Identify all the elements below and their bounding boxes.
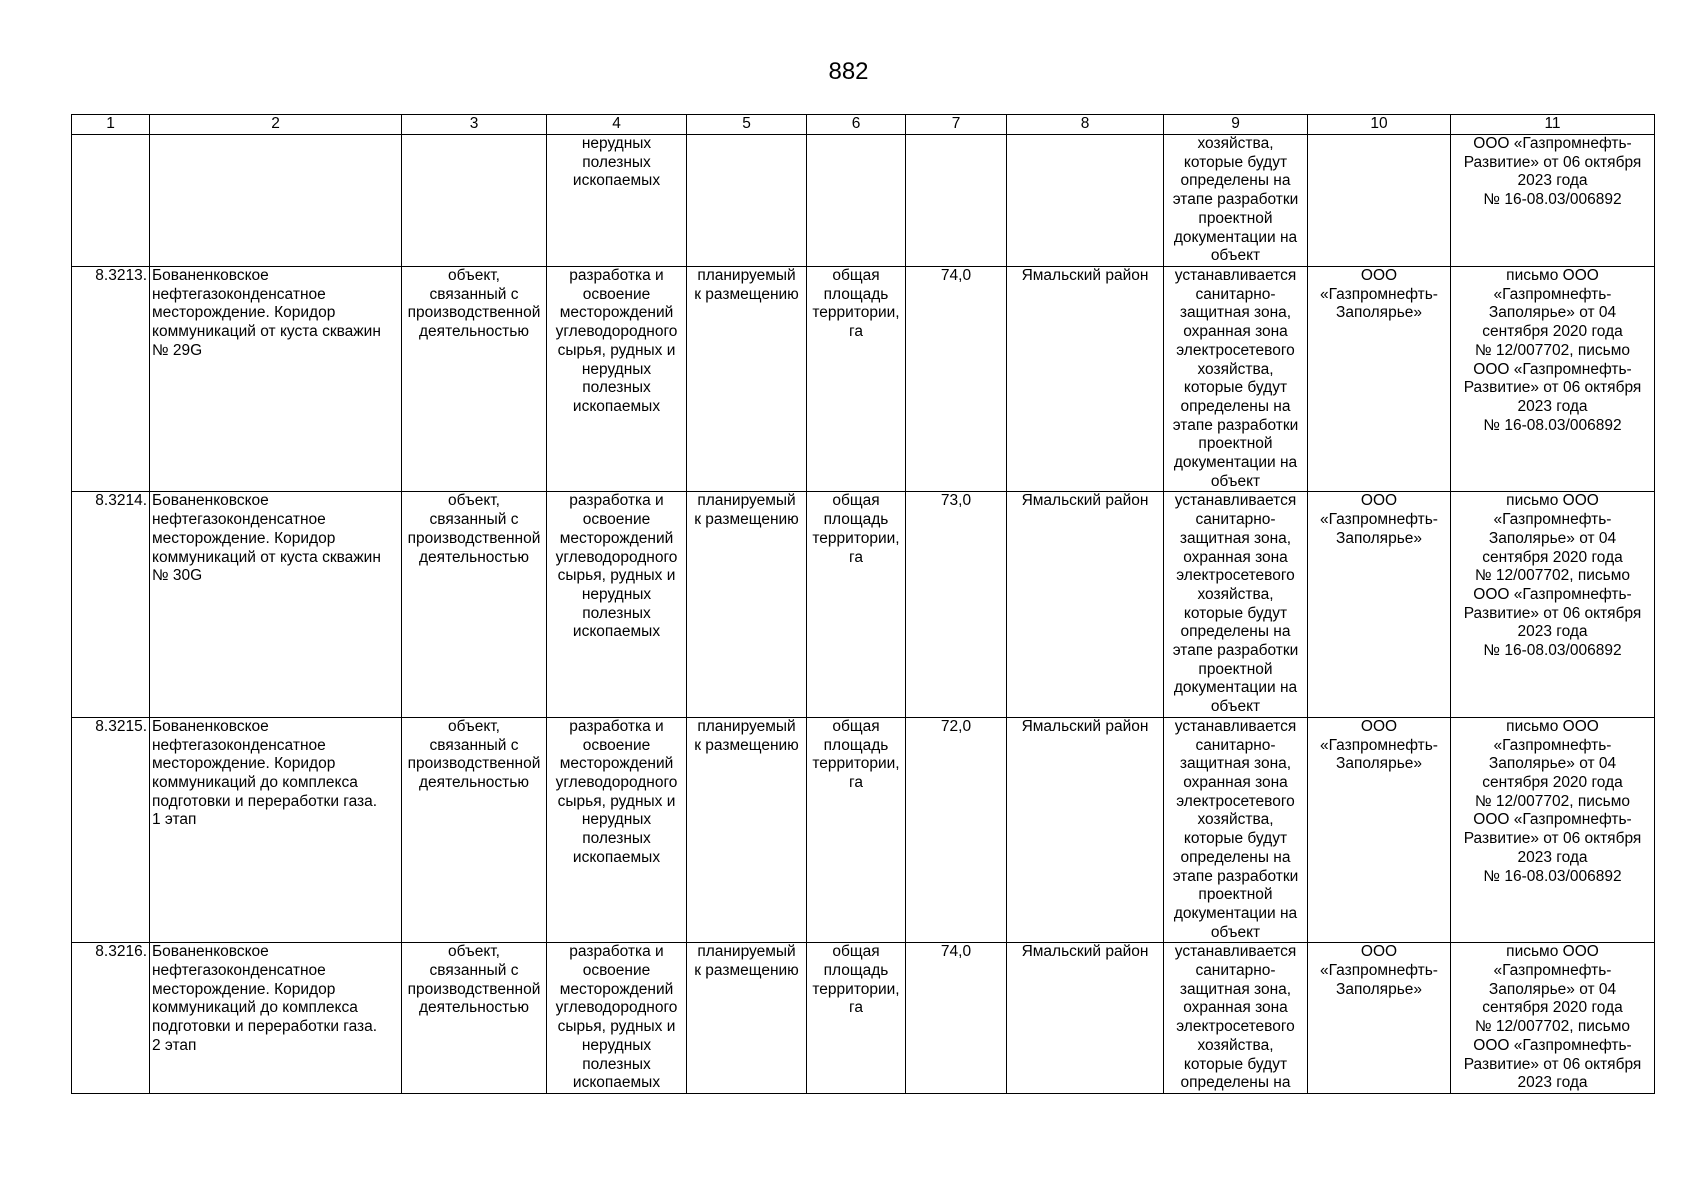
purpose-line: нерудных: [581, 585, 652, 603]
source-document-line: № 12/007702, письмо: [1475, 1018, 1630, 1036]
organization-line: Заполярье»: [1335, 980, 1423, 998]
source-document-cell: [1451, 135, 1655, 267]
object-type-line: деятельностью: [419, 548, 529, 566]
source-document-line: Заполярье» от 04: [1488, 304, 1617, 322]
zone-info-line: которые будут: [1183, 604, 1288, 622]
parameter-name-cell: [807, 717, 906, 942]
organization-cell: [1308, 135, 1451, 267]
organization-line: «Газпромнефть-: [1320, 285, 1438, 303]
status-line: планируемый: [697, 492, 796, 510]
object-name-cell: [150, 267, 402, 492]
parameter-name-line: га: [849, 548, 863, 566]
zone-info-line: электросетевого: [1176, 1018, 1295, 1036]
object-name-line: нефтегазоконденсатное: [152, 285, 326, 303]
purpose-line: ископаемых: [572, 623, 661, 641]
purpose-line: полезных: [582, 1055, 651, 1073]
parameter-value-cell: 74,0: [906, 943, 1007, 1094]
object-name-line: подготовки и переработки газа.: [152, 792, 378, 810]
object-name-line: Бованенковское: [152, 492, 269, 510]
parameter-name-line: территории,: [812, 755, 900, 773]
object-type-cell: [402, 492, 547, 717]
source-document-line: 2023 года: [1517, 623, 1588, 641]
purpose-cell: [547, 135, 687, 267]
source-document-line: № 12/007702, письмо: [1475, 792, 1630, 810]
location-cell: Ямальский район: [1007, 492, 1164, 717]
parameter-name-line: территории,: [812, 980, 900, 998]
column-header: 9: [1164, 115, 1308, 135]
object-name-line: коммуникаций до комплекса: [152, 773, 358, 791]
parameter-name-line: общая: [832, 267, 880, 284]
zone-info-line: которые будут: [1183, 379, 1288, 397]
object-type-line: связанный с: [429, 962, 519, 980]
object-name-line: Бованенковское: [152, 943, 269, 961]
zone-info-line: определены на: [1180, 172, 1291, 190]
source-document-line: Развитие» от 06 октября: [1463, 604, 1642, 622]
zone-info-line: объект: [1210, 247, 1261, 265]
object-type-cell: [402, 717, 547, 942]
zone-info-line: проектной: [1198, 435, 1273, 453]
table-row: [72, 943, 1655, 1094]
zone-info-line: электросетевого: [1176, 567, 1295, 585]
column-header: 5: [687, 115, 807, 135]
purpose-line: нерудных: [581, 1036, 652, 1054]
purpose-line: углеводородного: [555, 773, 678, 791]
parameter-name-cell: [807, 135, 906, 267]
zone-info-line: этапе разработки: [1172, 867, 1299, 885]
organization-cell: [1308, 267, 1451, 492]
source-document-line: 2023 года: [1517, 397, 1588, 415]
column-header: 3: [402, 115, 547, 135]
source-document-line: «Газпромнефть-: [1493, 736, 1612, 754]
object-name-cell: [150, 717, 402, 942]
zone-info-line: устанавливается: [1174, 492, 1297, 510]
organization-line: Заполярье»: [1335, 755, 1423, 773]
zone-info-line: объект: [1210, 698, 1261, 716]
organization-line: ООО: [1360, 267, 1398, 284]
object-name-line: нефтегазоконденсатное: [152, 962, 326, 980]
source-document-line: «Газпромнефть-: [1493, 962, 1612, 980]
object-name-line: коммуникаций от куста скважин: [152, 323, 381, 341]
zone-info-line: которые будут: [1183, 1055, 1288, 1073]
status-cell: [687, 717, 807, 942]
column-header: 1: [72, 115, 150, 135]
object-name-line: № 29G: [152, 341, 203, 359]
organization-cell: [1308, 943, 1451, 1094]
location-cell: Ямальский район: [1007, 717, 1164, 942]
object-name-line: № 30G: [152, 567, 203, 585]
source-document-line: 2023 года: [1517, 848, 1588, 866]
source-document-line: сентября 2020 года: [1482, 323, 1623, 341]
source-document-line: Развитие» от 06 октября: [1463, 1055, 1642, 1073]
purpose-line: полезных: [582, 379, 651, 397]
object-name-line: 2 этап: [152, 1036, 197, 1054]
source-document-line: ООО «Газпромнефть-: [1473, 1036, 1632, 1054]
object-type-cell: [402, 135, 547, 267]
zone-info-line: документации на: [1173, 904, 1298, 922]
zone-info-line: проектной: [1198, 209, 1273, 227]
object-type-line: деятельностью: [419, 323, 529, 341]
object-name-cell: [150, 135, 402, 267]
purpose-cell: [547, 943, 687, 1094]
object-name-cell: [150, 492, 402, 717]
organization-line: Заполярье»: [1335, 529, 1423, 547]
purpose-line: сырья, рудных и: [557, 792, 676, 810]
source-document-line: 2023 года: [1517, 1074, 1588, 1092]
source-document-line: Развитие» от 06 октября: [1463, 153, 1642, 171]
purpose-line: углеводородного: [555, 999, 678, 1017]
zone-info-cell: [1164, 492, 1308, 717]
source-document-line: Развитие» от 06 октября: [1463, 830, 1642, 848]
status-cell: [687, 943, 807, 1094]
zone-info-line: хозяйства,: [1197, 811, 1274, 829]
column-header: 2: [150, 115, 402, 135]
source-document-line: № 16-08.03/006892: [1483, 867, 1622, 885]
zone-info-cell: [1164, 267, 1308, 492]
parameter-name-line: общая: [832, 717, 880, 735]
table-row: [72, 135, 1655, 267]
organization-line: «Газпромнефть-: [1320, 962, 1438, 980]
zone-info-line: защитная зона,: [1179, 980, 1292, 998]
zone-info-line: устанавливается: [1174, 717, 1297, 735]
parameter-value-cell: 74,0: [906, 267, 1007, 492]
row-number-cell: 8.3214.: [72, 492, 150, 717]
source-document-cell: [1451, 717, 1655, 942]
purpose-line: углеводородного: [555, 548, 678, 566]
source-document-line: Развитие» от 06 октября: [1463, 379, 1642, 397]
zone-info-line: санитарно-: [1195, 511, 1276, 529]
zone-info-line: охранная зона: [1183, 999, 1288, 1017]
table-row: [72, 717, 1655, 942]
zone-info-line: защитная зона,: [1179, 755, 1292, 773]
source-document-cell: [1451, 267, 1655, 492]
purpose-cell: [547, 267, 687, 492]
source-document-line: № 16-08.03/006892: [1483, 416, 1622, 434]
purpose-line: разработка и: [569, 492, 664, 510]
object-type-cell: [402, 267, 547, 492]
status-line: к размещению: [694, 511, 799, 529]
object-name-line: коммуникаций до комплекса: [152, 999, 358, 1017]
purpose-line: углеводородного: [555, 323, 678, 341]
parameter-name-line: га: [849, 773, 863, 791]
source-document-line: ООО «Газпромнефть-: [1473, 585, 1632, 603]
parameter-name-cell: [807, 943, 906, 1094]
parameter-name-line: общая: [832, 492, 880, 510]
purpose-line: месторождений: [559, 529, 674, 547]
purpose-line: месторождений: [559, 755, 674, 773]
zone-info-line: устанавливается: [1174, 267, 1297, 284]
zone-info-line: документации на: [1173, 228, 1298, 246]
object-type-line: объект,: [448, 492, 500, 510]
purpose-cell: [547, 492, 687, 717]
row-number-cell: 8.3216.: [72, 943, 150, 1094]
location-cell: Ямальский район: [1007, 943, 1164, 1094]
organization-line: ООО: [1360, 492, 1398, 510]
object-name-line: 1 этап: [152, 811, 197, 829]
zone-info-line: охранная зона: [1183, 773, 1288, 791]
organization-line: «Газпромнефть-: [1320, 736, 1438, 754]
parameter-name-line: территории,: [812, 304, 900, 322]
parameter-name-line: площадь: [823, 285, 889, 303]
purpose-line: ископаемых: [572, 172, 661, 190]
parameter-name-line: площадь: [823, 511, 889, 529]
object-name-line: нефтегазоконденсатное: [152, 511, 326, 529]
zone-info-line: определены на: [1180, 623, 1291, 641]
zone-info-line: проектной: [1198, 660, 1273, 678]
purpose-line: сырья, рудных и: [557, 567, 676, 585]
status-line: к размещению: [694, 736, 799, 754]
source-document-line: письмо ООО: [1506, 492, 1599, 510]
zone-info-cell: [1164, 943, 1308, 1094]
zone-info-line: которые будут: [1183, 153, 1288, 171]
row-number-cell: [72, 135, 150, 267]
zone-info-line: электросетевого: [1176, 792, 1295, 810]
source-document-cell: [1451, 943, 1655, 1094]
purpose-line: полезных: [582, 604, 651, 622]
zone-info-line: устанавливается: [1174, 943, 1297, 961]
zone-info-line: санитарно-: [1195, 962, 1276, 980]
object-type-line: деятельностью: [419, 999, 529, 1017]
object-type-line: объект,: [448, 943, 500, 961]
status-line: планируемый: [697, 943, 796, 961]
zone-info-cell: [1164, 135, 1308, 267]
table-body: [72, 135, 1655, 1094]
purpose-line: нерудных: [581, 811, 652, 829]
zone-info-cell: [1164, 717, 1308, 942]
purpose-line: освоение: [582, 285, 651, 303]
zone-info-line: этапе разработки: [1172, 191, 1299, 209]
status-line: планируемый: [697, 717, 796, 735]
parameter-name-line: площадь: [823, 736, 889, 754]
source-document-line: сентября 2020 года: [1482, 773, 1623, 791]
status-cell: [687, 492, 807, 717]
organization-line: Заполярье»: [1335, 304, 1423, 322]
purpose-line: полезных: [582, 830, 651, 848]
purpose-line: нерудных: [581, 360, 652, 378]
parameter-value-cell: 73,0: [906, 492, 1007, 717]
status-cell: [687, 267, 807, 492]
purpose-line: освоение: [582, 511, 651, 529]
source-document-line: сентября 2020 года: [1482, 999, 1623, 1017]
source-document-line: № 12/007702, письмо: [1475, 567, 1630, 585]
source-document-line: № 16-08.03/006892: [1483, 642, 1622, 660]
column-header: 4: [547, 115, 687, 135]
purpose-line: освоение: [582, 736, 651, 754]
status-line: к размещению: [694, 962, 799, 980]
purpose-line: сырья, рудных и: [557, 341, 676, 359]
zone-info-line: объект: [1210, 472, 1261, 490]
column-header: 6: [807, 115, 906, 135]
organization-line: ООО: [1360, 943, 1398, 961]
zone-info-line: охранная зона: [1183, 548, 1288, 566]
object-name-line: Бованенковское: [152, 717, 269, 735]
status-cell: [687, 135, 807, 267]
row-number-cell: 8.3215.: [72, 717, 150, 942]
parameter-value-cell: 72,0: [906, 717, 1007, 942]
parameter-name-line: площадь: [823, 962, 889, 980]
zone-info-line: хозяйства,: [1197, 135, 1274, 152]
parameter-name-cell: [807, 492, 906, 717]
object-name-line: Бованенковское: [152, 267, 269, 284]
location-cell: Ямальский район: [1007, 267, 1164, 492]
column-number-row: [72, 115, 1655, 135]
purpose-line: разработка и: [569, 717, 664, 735]
purpose-line: разработка и: [569, 943, 664, 961]
source-document-line: 2023 года: [1517, 172, 1588, 190]
table-row: [72, 492, 1655, 717]
object-type-line: деятельностью: [419, 773, 529, 791]
source-document-line: ООО «Газпромнефть-: [1473, 135, 1632, 152]
purpose-line: освоение: [582, 962, 651, 980]
zone-info-line: документации на: [1173, 679, 1298, 697]
object-name-line: месторождение. Коридор: [152, 980, 336, 998]
source-document-line: № 16-08.03/006892: [1483, 191, 1622, 209]
object-type-line: объект,: [448, 717, 500, 735]
row-number-cell: 8.3213.: [72, 267, 150, 492]
status-line: к размещению: [694, 285, 799, 303]
source-document-line: «Газпромнефть-: [1493, 511, 1612, 529]
page-number: 882: [828, 58, 869, 85]
object-name-line: коммуникаций от куста скважин: [152, 548, 381, 566]
parameter-name-cell: [807, 267, 906, 492]
organization-line: ООО: [1360, 717, 1398, 735]
object-type-line: объект,: [448, 267, 500, 284]
zone-info-line: санитарно-: [1195, 736, 1276, 754]
column-header: 8: [1007, 115, 1164, 135]
zone-info-line: определены на: [1180, 1074, 1291, 1092]
table-row: [72, 267, 1655, 492]
source-document-line: ООО «Газпромнефть-: [1473, 360, 1632, 378]
column-header: 10: [1308, 115, 1451, 135]
zone-info-line: этапе разработки: [1172, 642, 1299, 660]
purpose-line: разработка и: [569, 267, 664, 284]
column-header: 11: [1451, 115, 1655, 135]
source-document-line: письмо ООО: [1506, 267, 1599, 284]
object-name-line: месторождение. Коридор: [152, 755, 336, 773]
object-type-line: связанный с: [429, 511, 519, 529]
purpose-line: ископаемых: [572, 848, 661, 866]
object-name-line: месторождение. Коридор: [152, 529, 336, 547]
zone-info-line: защитная зона,: [1179, 304, 1292, 322]
zone-info-line: этапе разработки: [1172, 416, 1299, 434]
column-header: 7: [906, 115, 1007, 135]
source-document-line: Заполярье» от 04: [1488, 980, 1617, 998]
object-type-line: производственной: [407, 529, 541, 547]
zone-info-line: хозяйства,: [1197, 1036, 1274, 1054]
object-type-cell: [402, 943, 547, 1094]
purpose-cell: [547, 717, 687, 942]
parameter-name-line: общая: [832, 943, 880, 961]
purpose-line: месторождений: [559, 980, 674, 998]
zone-info-line: хозяйства,: [1197, 585, 1274, 603]
zone-info-line: электросетевого: [1176, 341, 1295, 359]
parameter-value-cell: [906, 135, 1007, 267]
zone-info-line: защитная зона,: [1179, 529, 1292, 547]
object-name-line: месторождение. Коридор: [152, 304, 336, 322]
organization-cell: [1308, 717, 1451, 942]
purpose-line: сырья, рудных и: [557, 1018, 676, 1036]
source-document-line: № 12/007702, письмо: [1475, 341, 1630, 359]
zone-info-line: документации на: [1173, 454, 1298, 472]
zone-info-line: охранная зона: [1183, 323, 1288, 341]
source-document-line: письмо ООО: [1506, 943, 1599, 961]
purpose-line: месторождений: [559, 304, 674, 322]
object-type-line: производственной: [407, 980, 541, 998]
organization-line: «Газпромнефть-: [1320, 511, 1438, 529]
parameter-name-line: га: [849, 323, 863, 341]
object-name-line: нефтегазоконденсатное: [152, 736, 326, 754]
zone-info-line: проектной: [1198, 886, 1273, 904]
source-document-line: ООО «Газпромнефть-: [1473, 811, 1632, 829]
zone-info-line: которые будут: [1183, 830, 1288, 848]
parameter-name-line: территории,: [812, 529, 900, 547]
object-name-line: подготовки и переработки газа.: [152, 1018, 378, 1036]
purpose-line: нерудных: [581, 135, 652, 152]
zone-info-line: санитарно-: [1195, 285, 1276, 303]
organization-cell: [1308, 492, 1451, 717]
object-type-line: производственной: [407, 755, 541, 773]
purpose-line: ископаемых: [572, 397, 661, 415]
source-document-line: Заполярье» от 04: [1488, 755, 1617, 773]
source-document-line: сентября 2020 года: [1482, 548, 1623, 566]
object-type-line: связанный с: [429, 736, 519, 754]
objects-table: [71, 114, 1655, 1094]
object-name-cell: [150, 943, 402, 1094]
location-cell: [1007, 135, 1164, 267]
status-line: планируемый: [697, 267, 796, 284]
purpose-line: полезных: [582, 153, 651, 171]
object-type-line: связанный с: [429, 285, 519, 303]
zone-info-line: определены на: [1180, 848, 1291, 866]
source-document-line: «Газпромнефть-: [1493, 285, 1612, 303]
object-type-line: производственной: [407, 304, 541, 322]
parameter-name-line: га: [849, 999, 863, 1017]
source-document-cell: [1451, 492, 1655, 717]
purpose-line: ископаемых: [572, 1074, 661, 1092]
zone-info-line: определены на: [1180, 397, 1291, 415]
source-document-line: письмо ООО: [1506, 717, 1599, 735]
zone-info-line: хозяйства,: [1197, 360, 1274, 378]
zone-info-line: объект: [1210, 923, 1261, 941]
source-document-line: Заполярье» от 04: [1488, 529, 1617, 547]
